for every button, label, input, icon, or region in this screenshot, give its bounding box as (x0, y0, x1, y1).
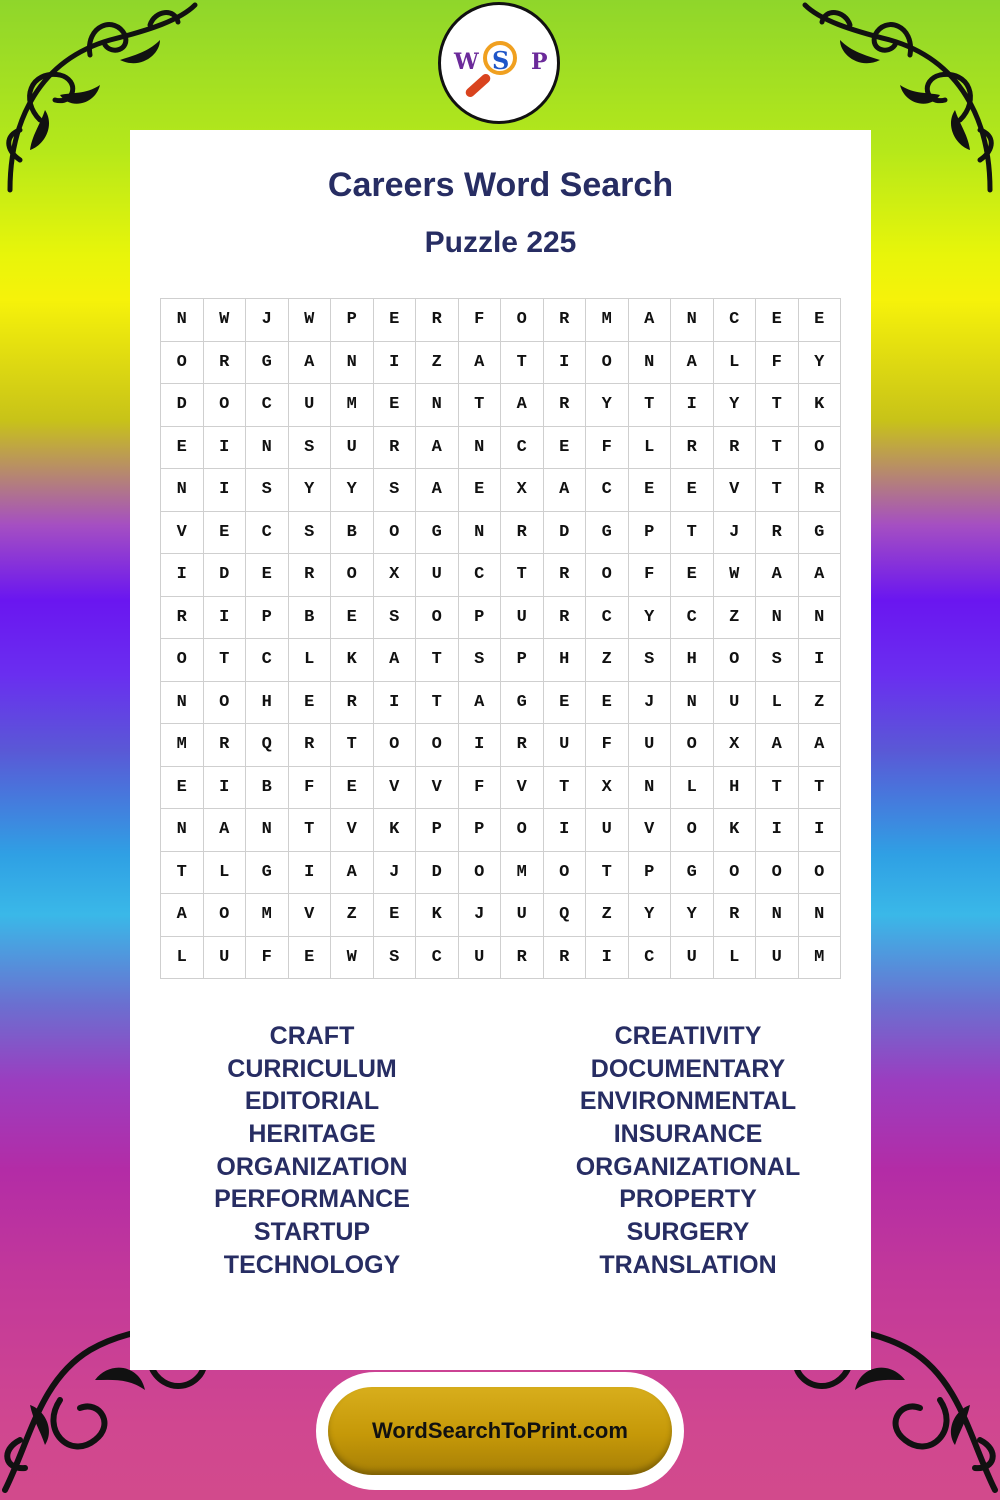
grid-cell[interactable]: Y (714, 384, 757, 427)
grid-cell[interactable]: O (799, 852, 842, 895)
grid-cell[interactable]: O (416, 724, 459, 767)
grid-cell[interactable]: N (799, 894, 842, 937)
footer-button[interactable] (328, 1387, 672, 1475)
grid-cell[interactable]: S (756, 639, 799, 682)
grid-cell[interactable]: O (714, 639, 757, 682)
grid-cell[interactable]: K (374, 809, 417, 852)
grid-cell[interactable]: O (501, 809, 544, 852)
grid-cell[interactable]: J (714, 512, 757, 555)
grid-cell[interactable]: O (714, 852, 757, 895)
grid-cell[interactable]: T (501, 342, 544, 385)
grid-cell[interactable]: M (161, 724, 204, 767)
grid-cell[interactable]: H (246, 682, 289, 725)
grid-cell[interactable]: O (501, 299, 544, 342)
word-list-item: TRANSLATION (599, 1250, 777, 1279)
grid-cell[interactable]: F (756, 342, 799, 385)
grid-cell[interactable]: N (671, 682, 714, 725)
grid-cell[interactable]: S (374, 469, 417, 512)
grid-cell[interactable]: R (374, 427, 417, 470)
grid-cell[interactable]: C (714, 299, 757, 342)
grid-cell[interactable]: K (416, 894, 459, 937)
grid-cell[interactable]: V (714, 469, 757, 512)
grid-cell[interactable]: E (586, 682, 629, 725)
grid-cell[interactable]: S (374, 597, 417, 640)
word-list-item: CREATIVITY (614, 1022, 762, 1050)
grid-cell[interactable]: I (289, 852, 332, 895)
grid-cell[interactable]: P (331, 299, 374, 342)
grid-cell[interactable]: E (756, 299, 799, 342)
grid-cell[interactable]: S (289, 512, 332, 555)
grid-cell[interactable]: J (374, 852, 417, 895)
grid-cell[interactable]: E (544, 427, 587, 470)
grid-cell[interactable]: P (629, 512, 672, 555)
footer-site-link[interactable]: WordSearchToPrint.com (372, 1418, 628, 1443)
grid-cell[interactable]: L (289, 639, 332, 682)
grid-cell[interactable]: F (459, 299, 502, 342)
grid-cell[interactable]: F (459, 767, 502, 810)
word-list-item: SURGERY (626, 1218, 750, 1247)
grid-cell[interactable]: Y (629, 597, 672, 640)
grid-cell[interactable]: Q (544, 894, 587, 937)
grid-cell[interactable]: C (629, 937, 672, 980)
grid-cell[interactable]: C (246, 639, 289, 682)
grid-cell[interactable]: T (629, 384, 672, 427)
grid-cell[interactable]: P (629, 852, 672, 895)
grid-cell[interactable]: R (501, 937, 544, 980)
grid-cell[interactable]: N (161, 299, 204, 342)
grid-cell[interactable]: J (459, 894, 502, 937)
grid-cell[interactable]: I (586, 937, 629, 980)
grid-cell[interactable]: L (756, 682, 799, 725)
grid-cell[interactable]: A (204, 809, 247, 852)
grid-cell[interactable]: K (714, 809, 757, 852)
grid-cell[interactable]: R (799, 469, 842, 512)
word-list-item: TECHNOLOGY (223, 1250, 401, 1279)
grid-cell[interactable]: O (204, 682, 247, 725)
grid-cell[interactable]: U (629, 724, 672, 767)
grid-cell[interactable]: C (501, 427, 544, 470)
grid-cell[interactable]: E (459, 469, 502, 512)
grid-cell[interactable]: M (331, 384, 374, 427)
grid-cell[interactable]: X (374, 554, 417, 597)
grid-cell[interactable]: N (416, 384, 459, 427)
grid-cell[interactable]: O (161, 639, 204, 682)
grid-cell[interactable]: D (204, 554, 247, 597)
grid-cell[interactable]: L (671, 767, 714, 810)
grid-cell[interactable]: R (544, 554, 587, 597)
word-list-item: INSURANCE (613, 1120, 763, 1149)
grid-cell[interactable]: W (289, 299, 332, 342)
grid-cell[interactable]: E (246, 554, 289, 597)
grid-cell[interactable]: T (204, 639, 247, 682)
grid-cell[interactable]: U (756, 937, 799, 980)
grid-cell[interactable]: I (204, 597, 247, 640)
letter-grid[interactable] (160, 298, 841, 979)
grid-cell[interactable]: R (331, 682, 374, 725)
grid-cell[interactable]: D (416, 852, 459, 895)
grid-cell[interactable]: V (501, 767, 544, 810)
logo-letter-s: S (492, 46, 510, 75)
grid-cell[interactable]: I (756, 809, 799, 852)
grid-cell[interactable]: F (586, 724, 629, 767)
grid-cell[interactable]: Y (289, 469, 332, 512)
grid-cell[interactable]: W (204, 299, 247, 342)
grid-cell[interactable]: T (756, 427, 799, 470)
grid-cell[interactable]: I (204, 469, 247, 512)
footer-badge (316, 1372, 684, 1490)
grid-cell[interactable]: Y (331, 469, 374, 512)
grid-cell[interactable]: T (586, 852, 629, 895)
grid-cell[interactable]: R (544, 299, 587, 342)
grid-cell[interactable]: O (544, 852, 587, 895)
grid-cell[interactable]: I (459, 724, 502, 767)
grid-cell[interactable]: I (204, 767, 247, 810)
grid-cell[interactable]: T (671, 512, 714, 555)
grid-cell[interactable]: R (289, 554, 332, 597)
grid-cell[interactable]: O (799, 427, 842, 470)
grid-cell[interactable]: L (714, 937, 757, 980)
grid-cell[interactable]: P (501, 639, 544, 682)
grid-cell[interactable]: S (246, 469, 289, 512)
grid-cell[interactable]: M (586, 299, 629, 342)
puzzle-number: Puzzle 225 (424, 226, 577, 259)
grid-cell[interactable]: U (416, 554, 459, 597)
grid-cell[interactable]: E (161, 427, 204, 470)
grid-cell[interactable]: O (459, 852, 502, 895)
grid-cell[interactable]: U (671, 937, 714, 980)
word-list-item: CURRICULUM (227, 1054, 397, 1083)
grid-cell[interactable]: W (331, 937, 374, 980)
grid-cell[interactable]: U (331, 427, 374, 470)
grid-cell[interactable]: N (459, 427, 502, 470)
grid-cell[interactable]: R (714, 427, 757, 470)
grid-cell[interactable]: O (374, 512, 417, 555)
grid-cell[interactable]: B (246, 767, 289, 810)
grid-cell[interactable]: L (161, 937, 204, 980)
grid-cell[interactable]: H (671, 639, 714, 682)
grid-cell[interactable]: A (416, 469, 459, 512)
grid-cell[interactable]: A (289, 342, 332, 385)
grid-cell[interactable]: Z (714, 597, 757, 640)
grid-cell[interactable]: E (204, 512, 247, 555)
logo-letter-p: P (531, 49, 548, 75)
grid-cell[interactable]: E (374, 299, 417, 342)
grid-cell[interactable]: E (374, 894, 417, 937)
grid-cell[interactable]: G (246, 342, 289, 385)
grid-cell[interactable]: N (161, 809, 204, 852)
grid-cell[interactable]: R (671, 427, 714, 470)
grid-cell[interactable]: G (416, 512, 459, 555)
word-list-item: STARTUP (253, 1218, 371, 1247)
grid-cell[interactable]: L (204, 852, 247, 895)
grid-cell[interactable]: Y (629, 894, 672, 937)
grid-cell[interactable]: O (161, 342, 204, 385)
grid-cell[interactable]: C (246, 384, 289, 427)
grid-cell[interactable]: T (459, 384, 502, 427)
grid-cell[interactable]: T (799, 767, 842, 810)
grid-cell[interactable]: O (586, 342, 629, 385)
grid-cell[interactable]: R (501, 512, 544, 555)
word-list-item: PROPERTY (619, 1185, 757, 1214)
grid-cell[interactable]: O (204, 384, 247, 427)
word-list-item: HERITAGE (248, 1120, 376, 1149)
grid-cell[interactable]: O (374, 724, 417, 767)
grid-cell[interactable]: G (799, 512, 842, 555)
grid-cell[interactable]: N (161, 469, 204, 512)
grid-cell[interactable]: A (629, 299, 672, 342)
grid-cell[interactable]: O (204, 894, 247, 937)
word-list-left (147, 1020, 477, 1282)
word-list-item: EDITORIAL (244, 1087, 380, 1116)
word-list-item: CRAFT (269, 1022, 355, 1050)
grid-cell[interactable]: E (289, 682, 332, 725)
grid-cell[interactable]: N (161, 682, 204, 725)
grid-cell[interactable]: A (331, 852, 374, 895)
grid-cell[interactable]: Y (586, 384, 629, 427)
grid-cell[interactable]: Z (416, 342, 459, 385)
grid-cell[interactable]: A (416, 427, 459, 470)
grid-cell[interactable]: U (501, 597, 544, 640)
grid-cell[interactable]: N (246, 427, 289, 470)
grid-cell[interactable]: O (331, 554, 374, 597)
grid-cell[interactable]: G (246, 852, 289, 895)
grid-cell[interactable]: K (331, 639, 374, 682)
grid-cell[interactable]: U (714, 682, 757, 725)
grid-cell[interactable]: T (501, 554, 544, 597)
grid-cell[interactable]: P (459, 597, 502, 640)
grid-cell[interactable]: N (459, 512, 502, 555)
grid-cell[interactable]: A (544, 469, 587, 512)
grid-cell[interactable]: A (756, 724, 799, 767)
grid-cell[interactable]: X (714, 724, 757, 767)
grid-cell[interactable]: V (161, 512, 204, 555)
grid-cell[interactable]: O (671, 724, 714, 767)
grid-cell[interactable]: B (289, 597, 332, 640)
magnifier-handle (464, 72, 492, 99)
grid-cell[interactable]: A (161, 894, 204, 937)
grid-cell[interactable]: H (544, 639, 587, 682)
grid-cell[interactable]: A (501, 384, 544, 427)
grid-cell[interactable]: J (629, 682, 672, 725)
grid-cell[interactable]: A (799, 724, 842, 767)
grid-cell[interactable]: O (671, 809, 714, 852)
grid-cell[interactable]: J (246, 299, 289, 342)
word-list-item: ENVIRONMENTAL (579, 1087, 797, 1116)
grid-cell[interactable]: F (289, 767, 332, 810)
grid-cell[interactable]: R (756, 512, 799, 555)
grid-cell[interactable]: K (799, 384, 842, 427)
grid-cell[interactable]: Q (246, 724, 289, 767)
grid-cell[interactable]: E (629, 469, 672, 512)
site-logo[interactable] (438, 2, 560, 124)
grid-cell[interactable]: A (671, 342, 714, 385)
grid-cell[interactable]: X (501, 469, 544, 512)
grid-cell[interactable]: E (331, 597, 374, 640)
grid-cell[interactable]: P (416, 809, 459, 852)
grid-cell[interactable]: U (459, 937, 502, 980)
grid-cell[interactable]: A (459, 342, 502, 385)
grid-cell[interactable]: I (799, 809, 842, 852)
grid-cell[interactable]: U (544, 724, 587, 767)
grid-cell[interactable]: P (459, 809, 502, 852)
grid-cell[interactable]: A (459, 682, 502, 725)
grid-cell[interactable]: E (331, 767, 374, 810)
grid-cell[interactable]: S (374, 937, 417, 980)
grid-cell[interactable]: V (289, 894, 332, 937)
puzzle-title: Careers Word Search (327, 166, 674, 204)
grid-cell[interactable]: G (586, 512, 629, 555)
grid-cell[interactable]: E (799, 299, 842, 342)
grid-cell[interactable]: T (756, 384, 799, 427)
grid-cell[interactable]: R (714, 894, 757, 937)
grid-cell[interactable]: W (714, 554, 757, 597)
grid-cell[interactable]: C (459, 554, 502, 597)
logo-letter-w: W (454, 49, 479, 75)
grid-cell[interactable]: O (416, 597, 459, 640)
puzzle-sheet (130, 130, 871, 1370)
grid-cell[interactable]: T (756, 469, 799, 512)
grid-cell[interactable]: C (586, 469, 629, 512)
grid-cell[interactable]: E (671, 469, 714, 512)
word-list-item: ORGANIZATION (216, 1152, 408, 1181)
grid-cell[interactable]: A (799, 554, 842, 597)
grid-cell[interactable]: M (246, 894, 289, 937)
grid-cell[interactable]: Z (331, 894, 374, 937)
grid-cell[interactable]: N (756, 597, 799, 640)
grid-cell[interactable]: V (629, 809, 672, 852)
grid-cell[interactable]: U (586, 809, 629, 852)
grid-cell[interactable]: P (246, 597, 289, 640)
grid-cell[interactable]: Z (586, 639, 629, 682)
grid-cell[interactable]: R (501, 724, 544, 767)
grid-cell[interactable]: I (799, 639, 842, 682)
grid-cell[interactable]: G (501, 682, 544, 725)
grid-cell[interactable]: R (204, 724, 247, 767)
grid-cell[interactable]: Z (586, 894, 629, 937)
grid-cell[interactable]: B (331, 512, 374, 555)
grid-cell[interactable]: O (586, 554, 629, 597)
grid-cell[interactable]: T (161, 852, 204, 895)
grid-cell[interactable]: R (416, 299, 459, 342)
grid-cell[interactable]: N (629, 767, 672, 810)
grid-cell[interactable]: I (374, 682, 417, 725)
grid-cell[interactable]: U (289, 384, 332, 427)
grid-cell[interactable]: T (756, 767, 799, 810)
grid-cell[interactable]: T (544, 767, 587, 810)
grid-cell[interactable]: X (586, 767, 629, 810)
grid-cell[interactable]: I (544, 342, 587, 385)
grid-cell[interactable]: R (544, 597, 587, 640)
word-list-item: ORGANIZATIONAL (575, 1152, 801, 1181)
grid-cell[interactable]: A (756, 554, 799, 597)
grid-cell[interactable]: I (374, 342, 417, 385)
grid-cell[interactable]: N (671, 299, 714, 342)
grid-cell[interactable]: R (544, 937, 587, 980)
grid-cell[interactable]: N (331, 342, 374, 385)
grid-cell[interactable]: L (629, 427, 672, 470)
grid-cell[interactable]: E (289, 937, 332, 980)
grid-cell[interactable]: S (459, 639, 502, 682)
grid-cell[interactable]: T (416, 639, 459, 682)
grid-cell[interactable]: V (416, 767, 459, 810)
grid-cell[interactable]: S (289, 427, 332, 470)
grid-cell[interactable]: R (204, 342, 247, 385)
grid-cell[interactable]: A (374, 639, 417, 682)
grid-cell[interactable]: E (671, 554, 714, 597)
grid-cell[interactable]: N (799, 597, 842, 640)
grid-cell[interactable]: D (161, 384, 204, 427)
grid-cell[interactable]: E (544, 682, 587, 725)
grid-cell[interactable]: I (204, 427, 247, 470)
grid-cell[interactable]: S (629, 639, 672, 682)
grid-cell[interactable]: U (204, 937, 247, 980)
grid-cell[interactable]: I (671, 384, 714, 427)
grid-cell[interactable]: R (161, 597, 204, 640)
grid-cell[interactable]: M (799, 937, 842, 980)
grid-cell[interactable]: V (331, 809, 374, 852)
grid-cell[interactable]: C (246, 512, 289, 555)
grid-cell[interactable]: E (161, 767, 204, 810)
grid-cell[interactable]: N (629, 342, 672, 385)
word-list-right (523, 1020, 853, 1282)
grid-cell[interactable]: V (374, 767, 417, 810)
grid-cell[interactable]: I (544, 809, 587, 852)
grid-cell[interactable]: T (289, 809, 332, 852)
grid-cell[interactable]: C (671, 597, 714, 640)
grid-cell[interactable]: F (246, 937, 289, 980)
grid-cell[interactable]: N (756, 894, 799, 937)
grid-cell[interactable]: T (331, 724, 374, 767)
grid-cell[interactable]: R (544, 384, 587, 427)
grid-cell[interactable]: C (586, 597, 629, 640)
grid-cell[interactable]: T (416, 682, 459, 725)
grid-cell[interactable]: F (629, 554, 672, 597)
grid-cell[interactable]: O (756, 852, 799, 895)
grid-cell[interactable]: R (289, 724, 332, 767)
grid-cell[interactable]: F (586, 427, 629, 470)
grid-cell[interactable]: N (246, 809, 289, 852)
grid-cell[interactable]: G (671, 852, 714, 895)
grid-cell[interactable]: E (374, 384, 417, 427)
word-list-item: DOCUMENTARY (590, 1054, 786, 1083)
grid-cell[interactable]: Y (671, 894, 714, 937)
grid-cell[interactable]: Y (799, 342, 842, 385)
word-list-item: PERFORMANCE (214, 1185, 410, 1214)
grid-cell[interactable]: U (501, 894, 544, 937)
grid-cell[interactable]: H (714, 767, 757, 810)
grid-cell[interactable]: Z (799, 682, 842, 725)
grid-cell[interactable]: D (544, 512, 587, 555)
grid-cell[interactable]: L (714, 342, 757, 385)
grid-cell[interactable]: M (501, 852, 544, 895)
grid-cell[interactable]: I (161, 554, 204, 597)
grid-cell[interactable]: C (416, 937, 459, 980)
